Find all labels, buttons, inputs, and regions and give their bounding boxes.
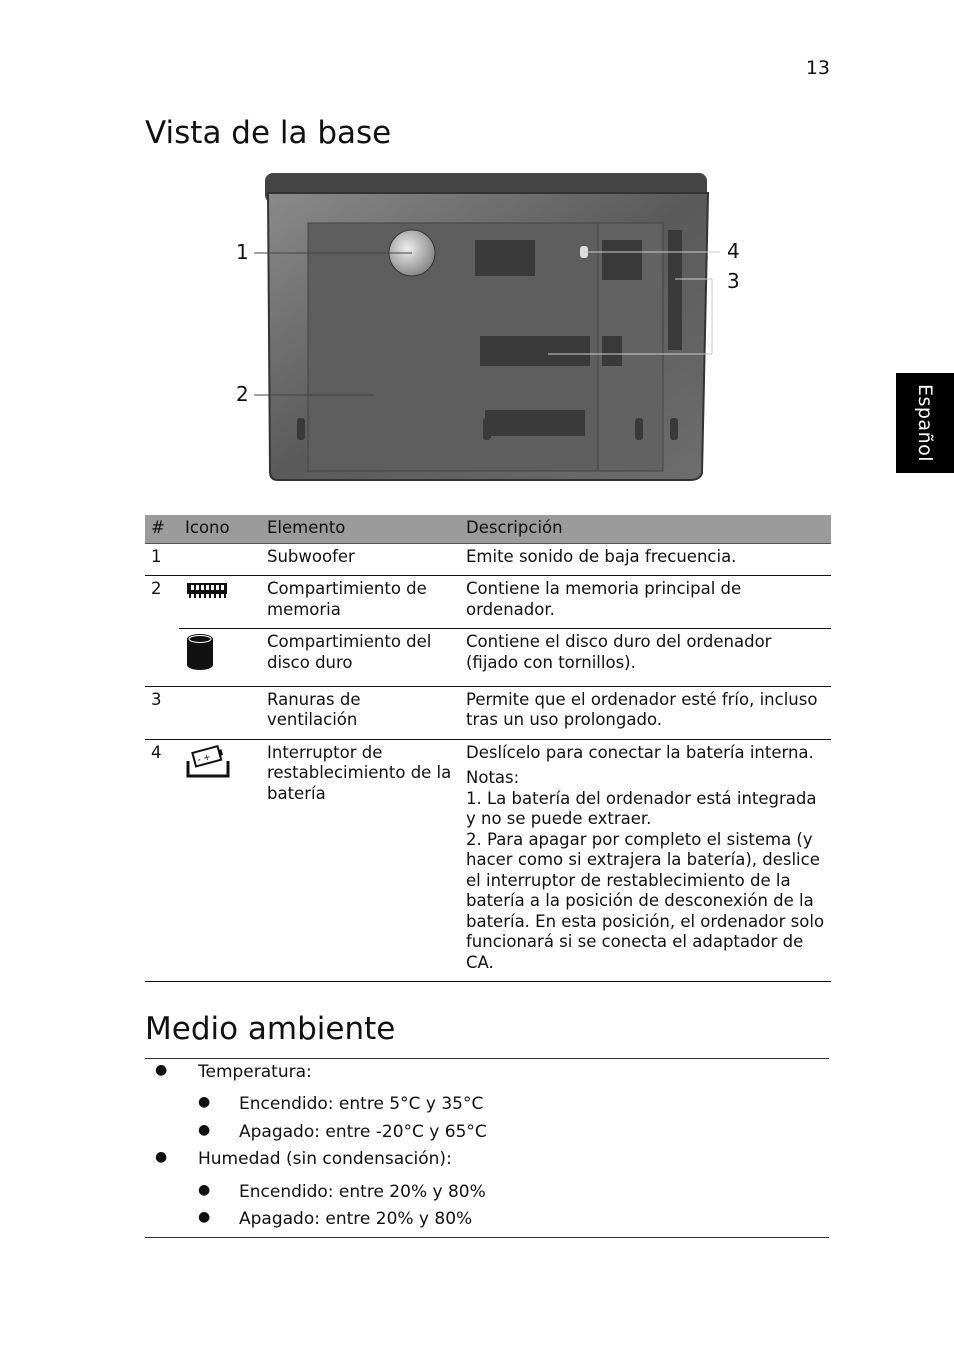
list-item-temp-on: Encendido: entre 5°C y 35°C — [239, 1094, 484, 1114]
list-item-temp-off: Apagado: entre -20°C y 65°C — [239, 1122, 487, 1142]
header-item: Elemento — [261, 515, 460, 543]
page-number: 13 — [805, 57, 830, 79]
bullet-icon: ● — [198, 1122, 211, 1138]
laptop-base-figure — [230, 168, 750, 488]
note-2: 2. Para apagar por completo el sistema (y hacer como si extrajera la batería), deslice el interruptor de restablecimiento de la batería a la posición de desconexión de la batería. En esta posición, el ordenador solo funcionará si se conecta el adaptador de CA. — [466, 829, 825, 972]
section-title-base: Vista de la base — [145, 115, 392, 151]
callout-2: 2 — [236, 382, 249, 406]
bullet-icon: ● — [155, 1062, 168, 1078]
section-title-env: Medio ambiente — [145, 1011, 396, 1047]
header-desc: Descripción — [460, 515, 831, 543]
table-row: 3 Ranuras de ventilación Permite que el ordenador esté frío, incluso tras un uso prolongado. — [145, 686, 831, 739]
svg-text:- +: - + — [196, 751, 213, 766]
bullet-icon: ● — [155, 1149, 168, 1165]
laptop-base-illustration — [230, 168, 750, 488]
components-table — [145, 515, 831, 982]
bullet-icon: ● — [198, 1182, 211, 1198]
table-row: 1 Subwoofer Emite sonido de baja frecuencia. — [145, 543, 831, 576]
list-item-temperature: Temperatura: — [198, 1062, 312, 1082]
bullet-icon: ● — [198, 1094, 211, 1110]
header-num: # — [145, 515, 179, 543]
table-row: Compartimiento del disco duro Contiene el disco duro del ordenador (fijado con tornillos). — [145, 629, 831, 687]
list-item-hum-on: Encendido: entre 20% y 80% — [239, 1182, 486, 1202]
callout-4: 4 — [727, 239, 740, 263]
table-header — [145, 515, 831, 543]
header-icon: Icono — [179, 515, 261, 543]
callout-3: 3 — [727, 269, 740, 293]
callout-1: 1 — [236, 240, 249, 264]
memory-icon — [185, 579, 229, 599]
bullet-icon: ● — [198, 1209, 211, 1225]
list-item-humidity: Humedad (sin condensación): — [198, 1149, 452, 1169]
note-1: 1. La batería del ordenador está integrada y no se puede extraer. — [466, 788, 817, 828]
battery-reset-icon — [185, 743, 231, 779]
notes-label: Notas: — [466, 768, 520, 787]
table-row: 2 Compartimiento de memoria Contiene la memoria principal de ordenador. — [145, 576, 831, 629]
hdd-icon — [185, 632, 215, 672]
desc-main: Deslícelo para conectar la batería interna. — [466, 742, 814, 762]
list-item-hum-off: Apagado: entre 20% y 80% — [239, 1209, 473, 1229]
language-tab-label: Español — [914, 383, 936, 463]
table-row: 4 - + Interruptor de restablecimiento de la batería Deslícelo para conectar la batería interna. Notas: 1. La batería del ordenador está integrada y no se puede extraer. 2. Para apagar por completo el sistema (y hacer como si extrajera la batería), deslice el interruptor de restablecimiento de la batería a la posición de desconexión de la batería. En esta posición, el ordenador solo funcionará si se conecta el adaptador de CA. — [145, 739, 831, 982]
environment-list — [145, 1058, 829, 1238]
language-tab — [896, 373, 954, 473]
